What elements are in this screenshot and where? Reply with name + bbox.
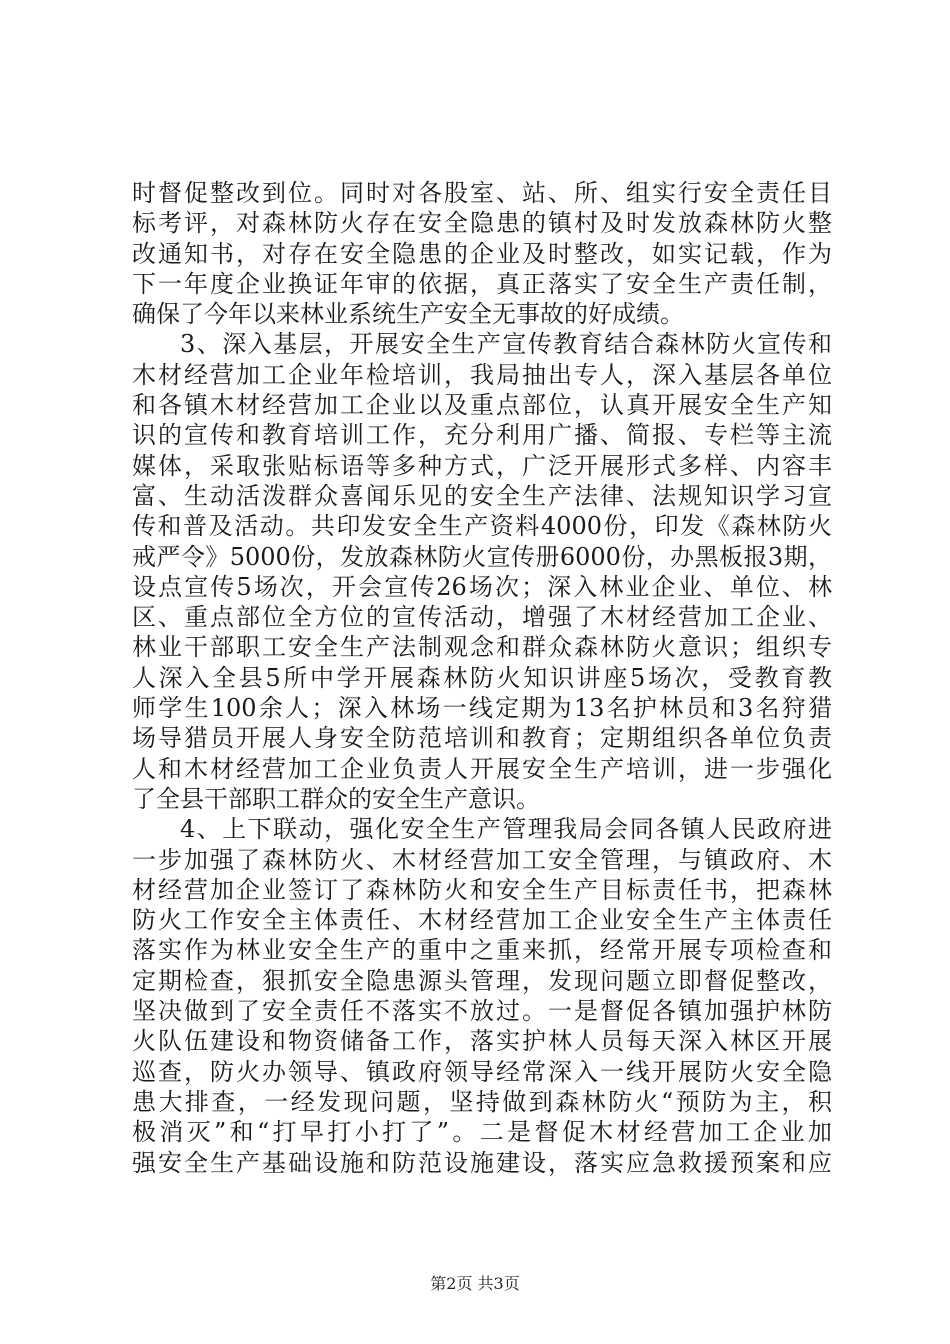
text-line: 时督促整改到位。同时对各股室、站、所、组实行安全责任目	[132, 179, 832, 207]
text-line: 定期检查，狠抓安全隐患源头管理，发现问题立即督促整改，	[132, 966, 832, 995]
text-line: 材经营加企业签订了森林防火和安全生产目标责任书，把森林	[132, 875, 832, 904]
paragraph	[132, 329, 832, 814]
page-footer: 第2页 共3页	[430, 1274, 520, 1293]
document-body	[132, 178, 832, 1178]
text-line: 场导猎员开展人身安全防范培训和教育；定期组织各单位负责	[132, 724, 832, 753]
text-line: 师学生100余人；深入林场一线定期为13名护林员和3名狩猎	[132, 694, 832, 723]
text-line: 落实作为林业安全生产的重中之重来抓，经常开展专项检查和	[132, 936, 832, 965]
paragraph	[132, 814, 832, 1178]
text-line: 和各镇木材经营加工企业以及重点部位，认真开展安全生产知	[132, 391, 832, 420]
text-line: 戒严令》5000份，发放森林防火宣传册6000份，办黑板报3期，	[132, 542, 832, 571]
text-line: 巡查，防火办领导、镇政府领导经常深入一线开展防火安全隐	[132, 1057, 832, 1086]
text-line: 标考评，对森林防火存在安全隐患的镇村及时发放森林防火整	[132, 209, 832, 238]
text-line: 坚决做到了安全责任不落实不放过。一是督促各镇加强护林防	[132, 997, 832, 1026]
text-line: 媒体，采取张贴标语等多种方式，广泛开展形式多样、内容丰	[132, 451, 832, 480]
text-line: 极消灭”和“打早打小打了”。二是督促木材经营加工企业加	[132, 1118, 832, 1147]
text-line: 下一年度企业换证年审的依据，真正落实了安全生产责任制，	[132, 269, 832, 298]
text-line: 区、重点部位全方位的宣传活动，增强了木材经营加工企业、	[132, 603, 832, 632]
text-line: 林业干部职工安全生产法制观念和群众森林防火意识；组织专	[132, 633, 832, 662]
text-line: 一步加强了森林防火、木材经营加工安全管理，与镇政府、木	[132, 845, 832, 874]
text-line: 人和木材经营加工企业负责人开展安全生产培训，进一步强化	[132, 754, 832, 783]
text-line: 设点宣传5场次，开会宣传26场次；深入林业企业、单位、林	[132, 572, 832, 601]
text-line: 防火工作安全主体责任、木材经营加工企业安全生产主体责任	[132, 906, 832, 935]
text-line: 人深入全县5所中学开展森林防火知识讲座5场次，受教育教	[132, 663, 832, 692]
text-line: 强安全生产基础设施和防范设施建设，落实应急救援预案和应	[132, 1148, 832, 1177]
text-line: 木材经营加工企业年检培训，我局抽出专人，深入基层各单位	[132, 360, 832, 389]
text-line: 3、深入基层，开展安全生产宣传教育结合森林防火宣传和	[180, 330, 832, 359]
text-line: 火队伍建设和物资储备工作，落实护林人员每天深入林区开展	[132, 1027, 832, 1056]
paragraph	[132, 178, 832, 329]
text-line: 确保了今年以来林业系统生产安全无事故的好成绩。	[132, 300, 684, 329]
text-line: 富、生动活泼群众喜闻乐见的安全生产法律、法规知识学习宣	[132, 481, 832, 510]
text-line: 改通知书，对存在安全隐患的企业及时整改，如实记载，作为	[132, 239, 832, 268]
text-line: 患大排查，一经发现问题，坚持做到森林防火“预防为主，积	[132, 1087, 832, 1116]
text-line: 了全县干部职工群众的安全生产意识。	[132, 784, 540, 813]
text-line: 识的宣传和教育培训工作，充分利用广播、简报、专栏等主流	[132, 421, 832, 450]
text-line: 传和普及活动。共印发安全生产资料4000份，印发《森林防火	[132, 512, 832, 541]
text-line: 4、上下联动，强化安全生产管理我局会同各镇人民政府进	[180, 815, 832, 844]
